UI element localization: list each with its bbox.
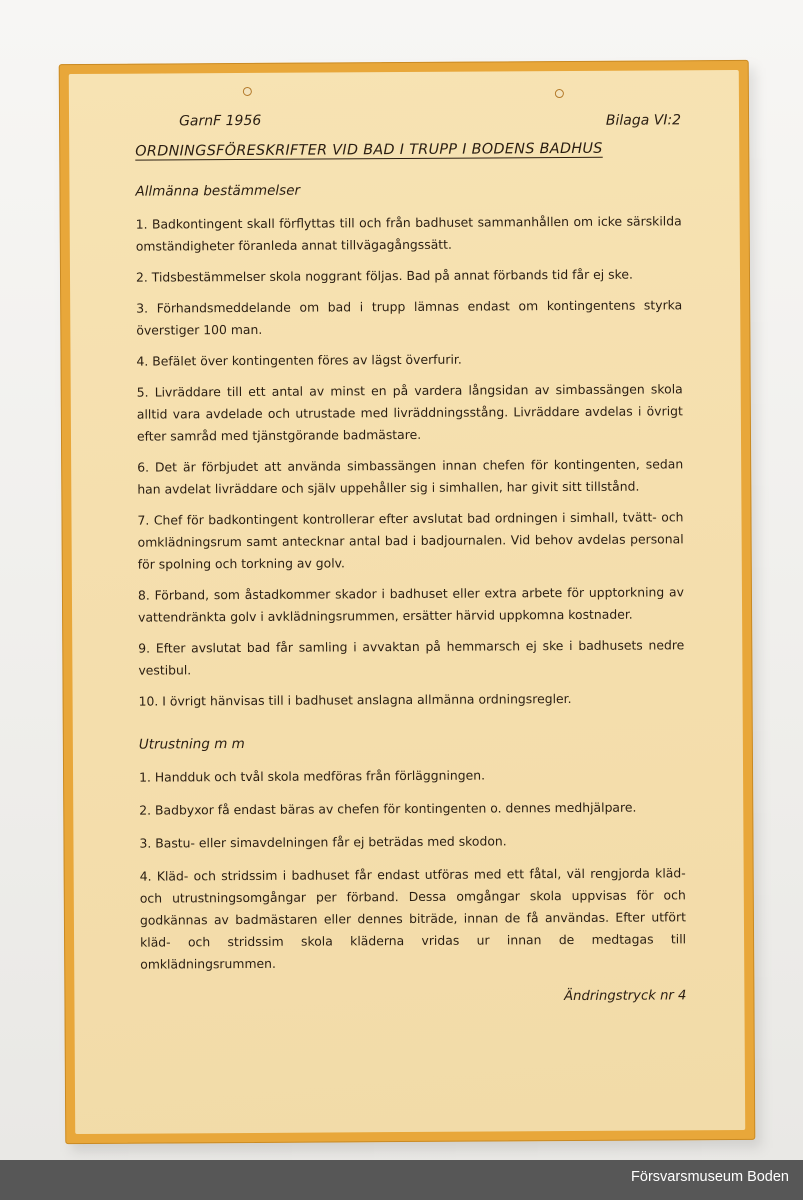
rule-item: 5. Livräddare till ett antal av minst en på vardera långsidan av simbassängen skola alltid vara avdelade och utrustade med livräddningsstång. Livräddare avdelas i övrigt efter samråd med tjänstgörande badmästare. (136, 381, 683, 444)
document-title: ORDNINGSFÖRESKRIFTER VID BAD I TRUPP I BODENS BADHUS (135, 140, 603, 160)
rule-item: 4. Befälet över kontingenten föres av lägst överfurir. (136, 351, 462, 369)
rule-item: 6. Det är förbjudet att använda simbassängen innan chefen för kontingenten, sedan han avdelat livräddare och själv uppehåller sig i simhallen, har givit sitt tillstånd. (137, 456, 684, 497)
rule-item: 10. I övrigt hänvisas till i badhuset anslagna allmänna ordningsregler. (138, 690, 572, 709)
section-heading-equipment: Utrustning m m (138, 735, 245, 753)
document-body (135, 110, 686, 1006)
printed-sheet (69, 70, 745, 1134)
museum-credit: Försvarsmuseum Boden (631, 1169, 789, 1185)
rule-item: 1. Badkontingent skall förflyttas till och från badhuset sammanhållen om icke särskilda omständigheter föranleda annat tillvägagångssätt. (135, 213, 682, 254)
museum-credit-bar (0, 1160, 803, 1200)
rule-item: 9. Efter avslutat bad får samling i avvaktan på hemmarsch ej ske i badhusets nedre vestibul. (138, 637, 685, 678)
amendment-print-note: Ändringstryck nr 4 (564, 988, 687, 1005)
rule-item: 7. Chef för badkontingent kontrollerar efter avslutat bad ordningen i simhall, tvätt- och omklädningsrum samt antecknar antal bad i badjournalen. Vid behov avdelas personal för spolning och torkning av golv. (137, 509, 684, 572)
section-heading-general: Allmänna bestämmelser (135, 182, 301, 200)
rule-item: 8. Förband, som åstadkommer skador i badhuset eller extra arbete för upptorkning av vattendränkta golv i avklädningsrummen, ersätter härvid uppkomna kostnader. (137, 584, 684, 625)
mounting-hole-left (243, 87, 252, 96)
mounting-hole-right (555, 89, 564, 98)
document-header (135, 110, 681, 139)
garrison-reference: GarnF 1956 (179, 112, 262, 130)
equipment-item: 3. Bastu- eller simavdelningen får ej beträdas med skodon. (139, 833, 507, 851)
rule-item: 2. Tidsbestämmelser skola noggrant följas. Bad på annat förbands tid får ej ske. (135, 266, 633, 285)
equipment-item: 2. Badbyxor få endast bäras av chefen för kontingenten o. dennes medhjälpare. (139, 799, 637, 818)
appendix-label: Bilaga VI:2 (605, 112, 682, 129)
sign-board (59, 60, 756, 1144)
equipment-item: 4. Kläd- och stridssim i badhuset får endast utföras med ett fåtal, väl rengjorda kläd- och utrustningsomgångar per förband. Dessa omgångar skola uppvisas för och godkännas av badmästaren eller dennes biträde, innan de få användas. Efter utfört kläd- och stridssim skola kläderna vridas ur innan de medtagas till omklädningsrummen. (139, 865, 687, 972)
rule-item: 3. Förhandsmeddelande om bad i trupp lämnas endast om kontingentens styrka överstiger 100 man. (136, 297, 683, 338)
equipment-item: 1. Handduk och tvål skola medföras från förläggningen. (139, 767, 486, 785)
